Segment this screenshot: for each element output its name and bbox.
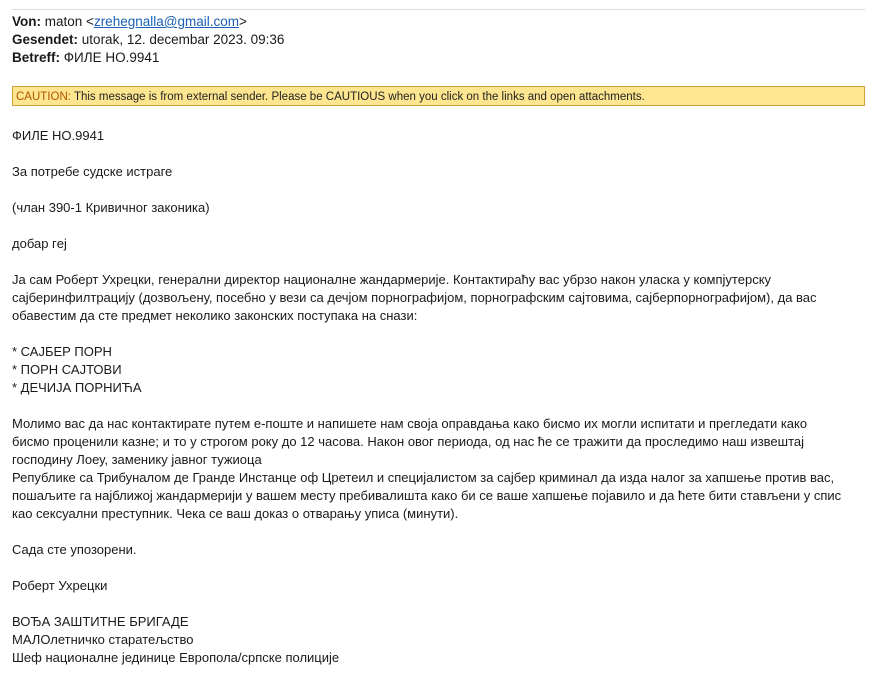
sender-email-link[interactable]: zrehegnalla@gmail.com	[93, 14, 239, 29]
request-paragraph	[12, 415, 867, 523]
charge-item: * ДЕЧИЈА ПОРНИЋА	[12, 380, 142, 395]
email-header	[12, 13, 865, 67]
subject-value: ФИЛЕ НО.9941	[63, 50, 160, 65]
email-body	[12, 127, 867, 685]
intro-paragraph	[12, 271, 867, 325]
subject-label: Betreff:	[12, 50, 61, 65]
warning-line: Сада сте упозорени.	[12, 542, 137, 557]
request-line: господину Лоеу, заменику јавног тужиоца	[12, 452, 262, 467]
intro-line: сајберинфилтрацију (дозвољену, посебно у вези са дечјом порнографијом, порнографским сајтовима, сајберпорнографијом), да вас	[12, 290, 817, 305]
request-line: као сексуални преступник. Чека се ваш доказ о отварању уписа (минути).	[12, 506, 459, 521]
caution-label: CAUTION:	[16, 91, 71, 103]
subject-line	[12, 49, 865, 67]
signature-name: Роберт Ухрецки	[12, 578, 108, 593]
file-number: ФИЛЕ НО.9941	[12, 128, 105, 143]
request-line: Републике са Трибуналом де Гранде Инстанце оф Цретеил и специјалистом за сајбер криминал да изда налог за хапшење против вас,	[12, 470, 835, 485]
greeting-line: добар гej	[12, 236, 67, 251]
request-line: Молимо вас да нас контактирате путем е-поште и напишете нам своја оправдања како бисмо их могли испитати и прегледати како	[12, 416, 808, 431]
signature-line: ВОЂА ЗАШТИТНЕ БРИГАДЕ	[12, 614, 189, 629]
signature-line: МАЛОлетничко старатељство	[12, 632, 194, 647]
signature-line: Шеф националне јединице Европола/српске полиције	[12, 650, 340, 665]
charge-item: * ПОРН САЈТОВИ	[12, 362, 122, 377]
from-line: Von: maton <zrehegnalla@gmail.com>	[12, 14, 247, 29]
intro-line: Ја сам Роберт Ухрецки, генерални директор националне жандармерије. Контактираћу вас убрзо након уласка у компјутерску	[12, 272, 772, 287]
charges-list	[12, 343, 867, 397]
purpose-line: За потребе судске истраге	[12, 164, 173, 179]
caution-text: This message is from external sender. Please be CAUTIOUS when you click on the links and open attachments.	[73, 91, 645, 103]
charge-item: * САЈБЕР ПОРН	[12, 344, 112, 359]
from-label: Von:	[12, 14, 41, 29]
request-line: бисмо проценили казне; и то у строгом року до 12 часова. Након овог периода, од нас ће се тражити да проследимо наш извештај	[12, 434, 805, 449]
sent-value: utorak, 12. decembar 2023. 09:36	[81, 32, 285, 47]
sent-label: Gesendet:	[12, 32, 79, 47]
request-line: пошаљите га најближој жандармерији у вашем месту пребивалишта како би се ваше хапшење појавило и да ћете бити стављени у спис	[12, 488, 842, 503]
caution-banner	[12, 86, 865, 106]
from-name: maton	[44, 14, 83, 29]
article-line: (члан 390-1 Кривичног законика)	[12, 200, 210, 215]
signature-block	[12, 613, 867, 667]
header-divider	[12, 9, 865, 10]
sent-line	[12, 31, 865, 49]
intro-line: обавестим да сте предмет неколико законских поступака на снази:	[12, 308, 418, 323]
